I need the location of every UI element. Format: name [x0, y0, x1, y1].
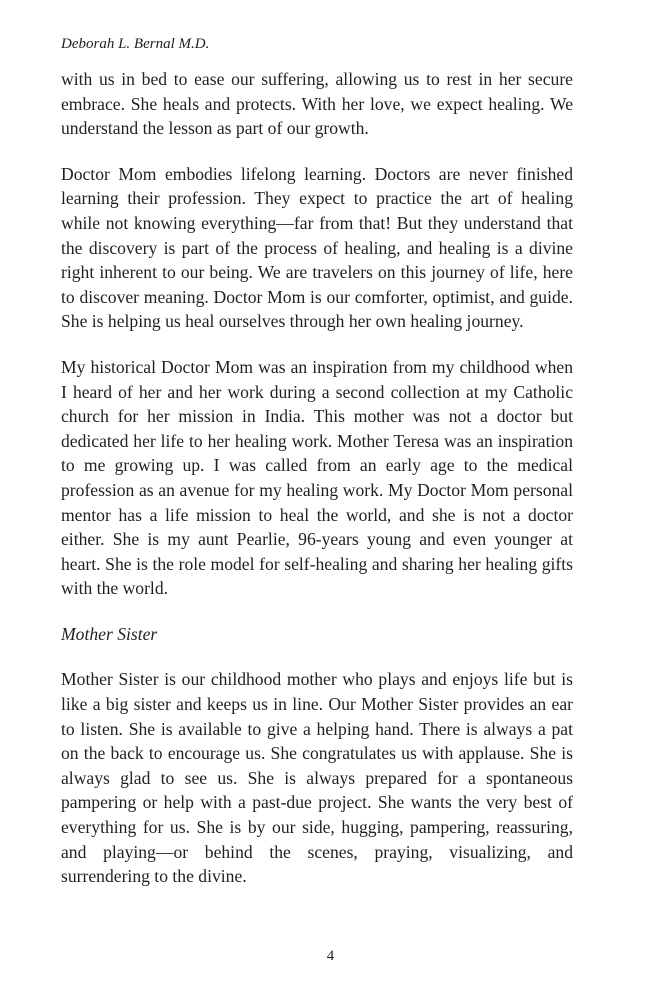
page-body — [61, 67, 573, 910]
section-subheading: Mother Sister — [61, 623, 158, 644]
paragraph-doctor-mom-learning: Doctor Mom embodies lifelong learning. Doctors are never finished learning their profession. They expect to practice the art of healing while not knowing everything—far from that! But they understand that the discovery is part of the process of healing, and healing is a divine right inherent to our being. We are travelers on this journey of life, here to discover meaning. Doctor Mom is our comforter, optimist, and guide. She is helping us heal ourselves through her own healing journey. — [61, 163, 573, 332]
paragraph-continued: with us in bed to ease our suffering, allowing us to rest in her secure embrace. She heals and protects. With her love, we expect healing. We understand the lesson as part of our growth. — [61, 69, 573, 139]
paragraph-mother-sister: Mother Sister is our childhood mother who plays and enjoys life but is like a big sister and keeps us in line. Our Mother Sister provides an ear to listen. She is available to give a helping hand. There is always a pat on the back to encourage us. She congratulates us with applause. She is always glad to see us. She is always prepared for a spontaneous pampering or help with a past-due project. She wants the very best of everything for us. She is by our side, hugging, pampering, reassuring, and playing—or behind the scenes, praying, visualizing, and surrendering to the divine. — [61, 669, 573, 887]
paragraph-historical-doctor-mom: My historical Doctor Mom was an inspiration from my childhood when I heard of her and her work during a second collection at my Catholic church for her mission in India. This mother was not a doctor but dedicated her life to her healing work. Mother Teresa was an inspiration to me growing up. I was called from an early age to the medical profession as an avenue for my healing work. My Doctor Mom personal mentor has a life mission to heal the world, and she is not a doctor either. She is my aunt Pearlie, 96-years young and even younger at heart. She is the role model for self-healing and sharing her healing gifts with the world. — [61, 356, 573, 599]
page-number: 4 — [326, 948, 335, 964]
running-head-author: Deborah L. Bernal M.D. — [61, 36, 210, 52]
